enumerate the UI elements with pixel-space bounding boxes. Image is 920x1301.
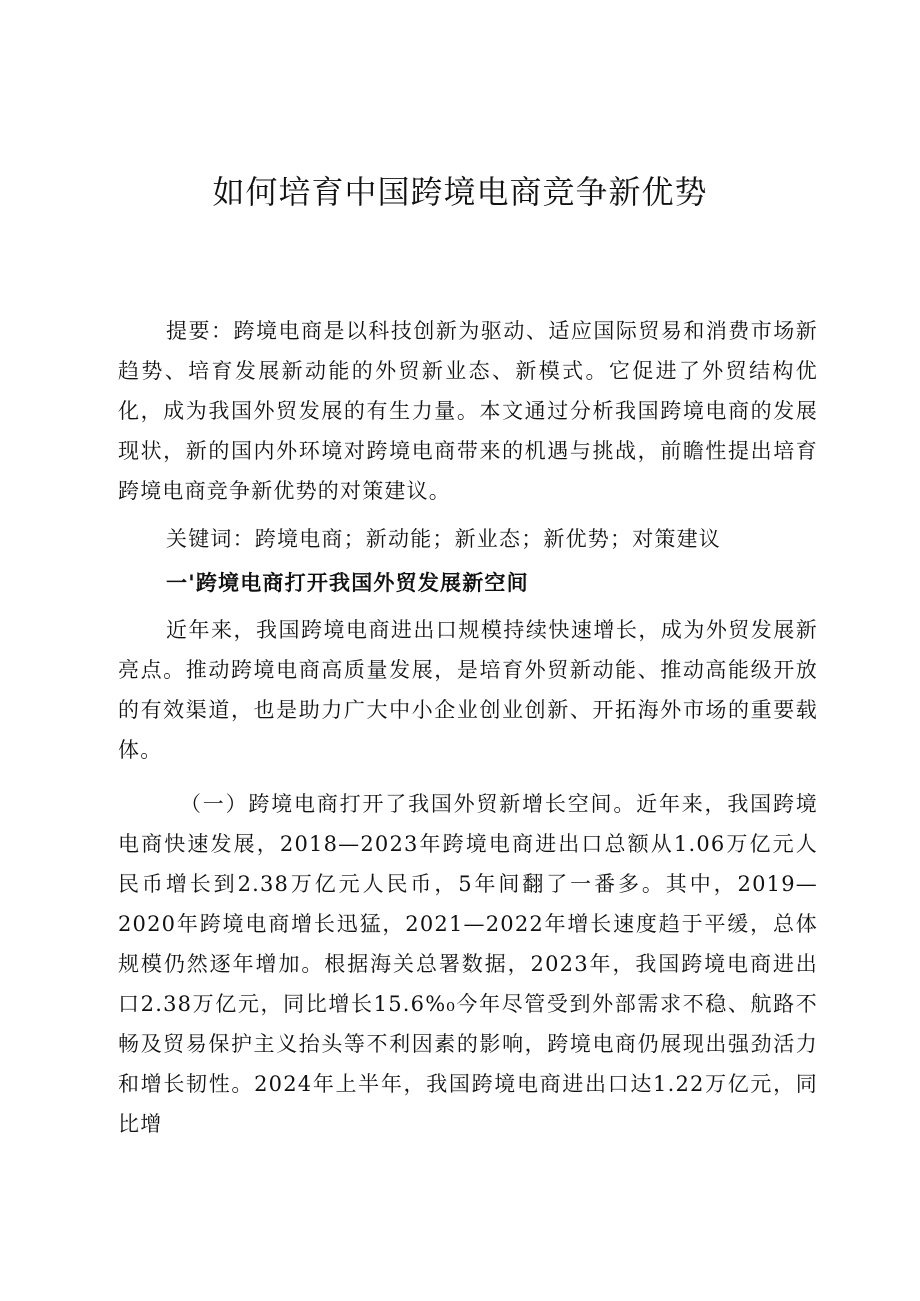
section1-paragraph-1: 近年来，我国跨境电商进出口规模持续快速增长，成为外贸发展新亮点。推动跨境电商高质量发展，是培育外贸新动能、推动高能级开放的有效渠道，也是助力广大中小企业创业创新、开拓海外市场的重要载体。 — [118, 618, 818, 762]
abstract-paragraph: 提要：跨境电商是以科技创新为驱动、适应国际贸易和消费市场新趋势、培育发展新动能的外贸新业态、新模式。它促进了外贸结构优化，成为我国外贸发展的有生力量。本文通过分析我国跨境电商的发展现状，新的国内外环境对跨境电商带来的机遇与挑战，前瞻性提出培育跨境电商竞争新优势的对策建议。 — [118, 319, 818, 503]
keywords-line: 关键词：跨境电商；新动能；新业态；新优势；对策建议 — [166, 527, 721, 551]
document-title: 如何培育中国跨境电商竞争新优势 — [212, 173, 708, 211]
section1-paragraph-2: （一）跨境电商打开了我国外贸新增长空间。近年来，我国跨境电商快速发展，2018—2023年跨境电商进出口总额从1.06万亿元人民币增长到2.38万亿元人民币，5年间翻了一番多。其中，2019—2020年跨境电商增长迅猛，2021—2022年增长速度趋于平缓，总体规模仍然逐年增加。根据海关总署数据，2023年，我国跨境电商进出口2.38万亿元，同比增长15.6%₀今年尽管受到外部需求不稳、航路不畅及贸易保护主义抬头等不利因素的影响，跨境电商仍展现出强劲活力和增长韧性。2024年上半年，我国跨境电商进出口达1.22万亿元，同比增 — [118, 792, 818, 1136]
section-heading-1: 一'跨境电商打开我国外贸发展新空间 — [166, 570, 529, 595]
